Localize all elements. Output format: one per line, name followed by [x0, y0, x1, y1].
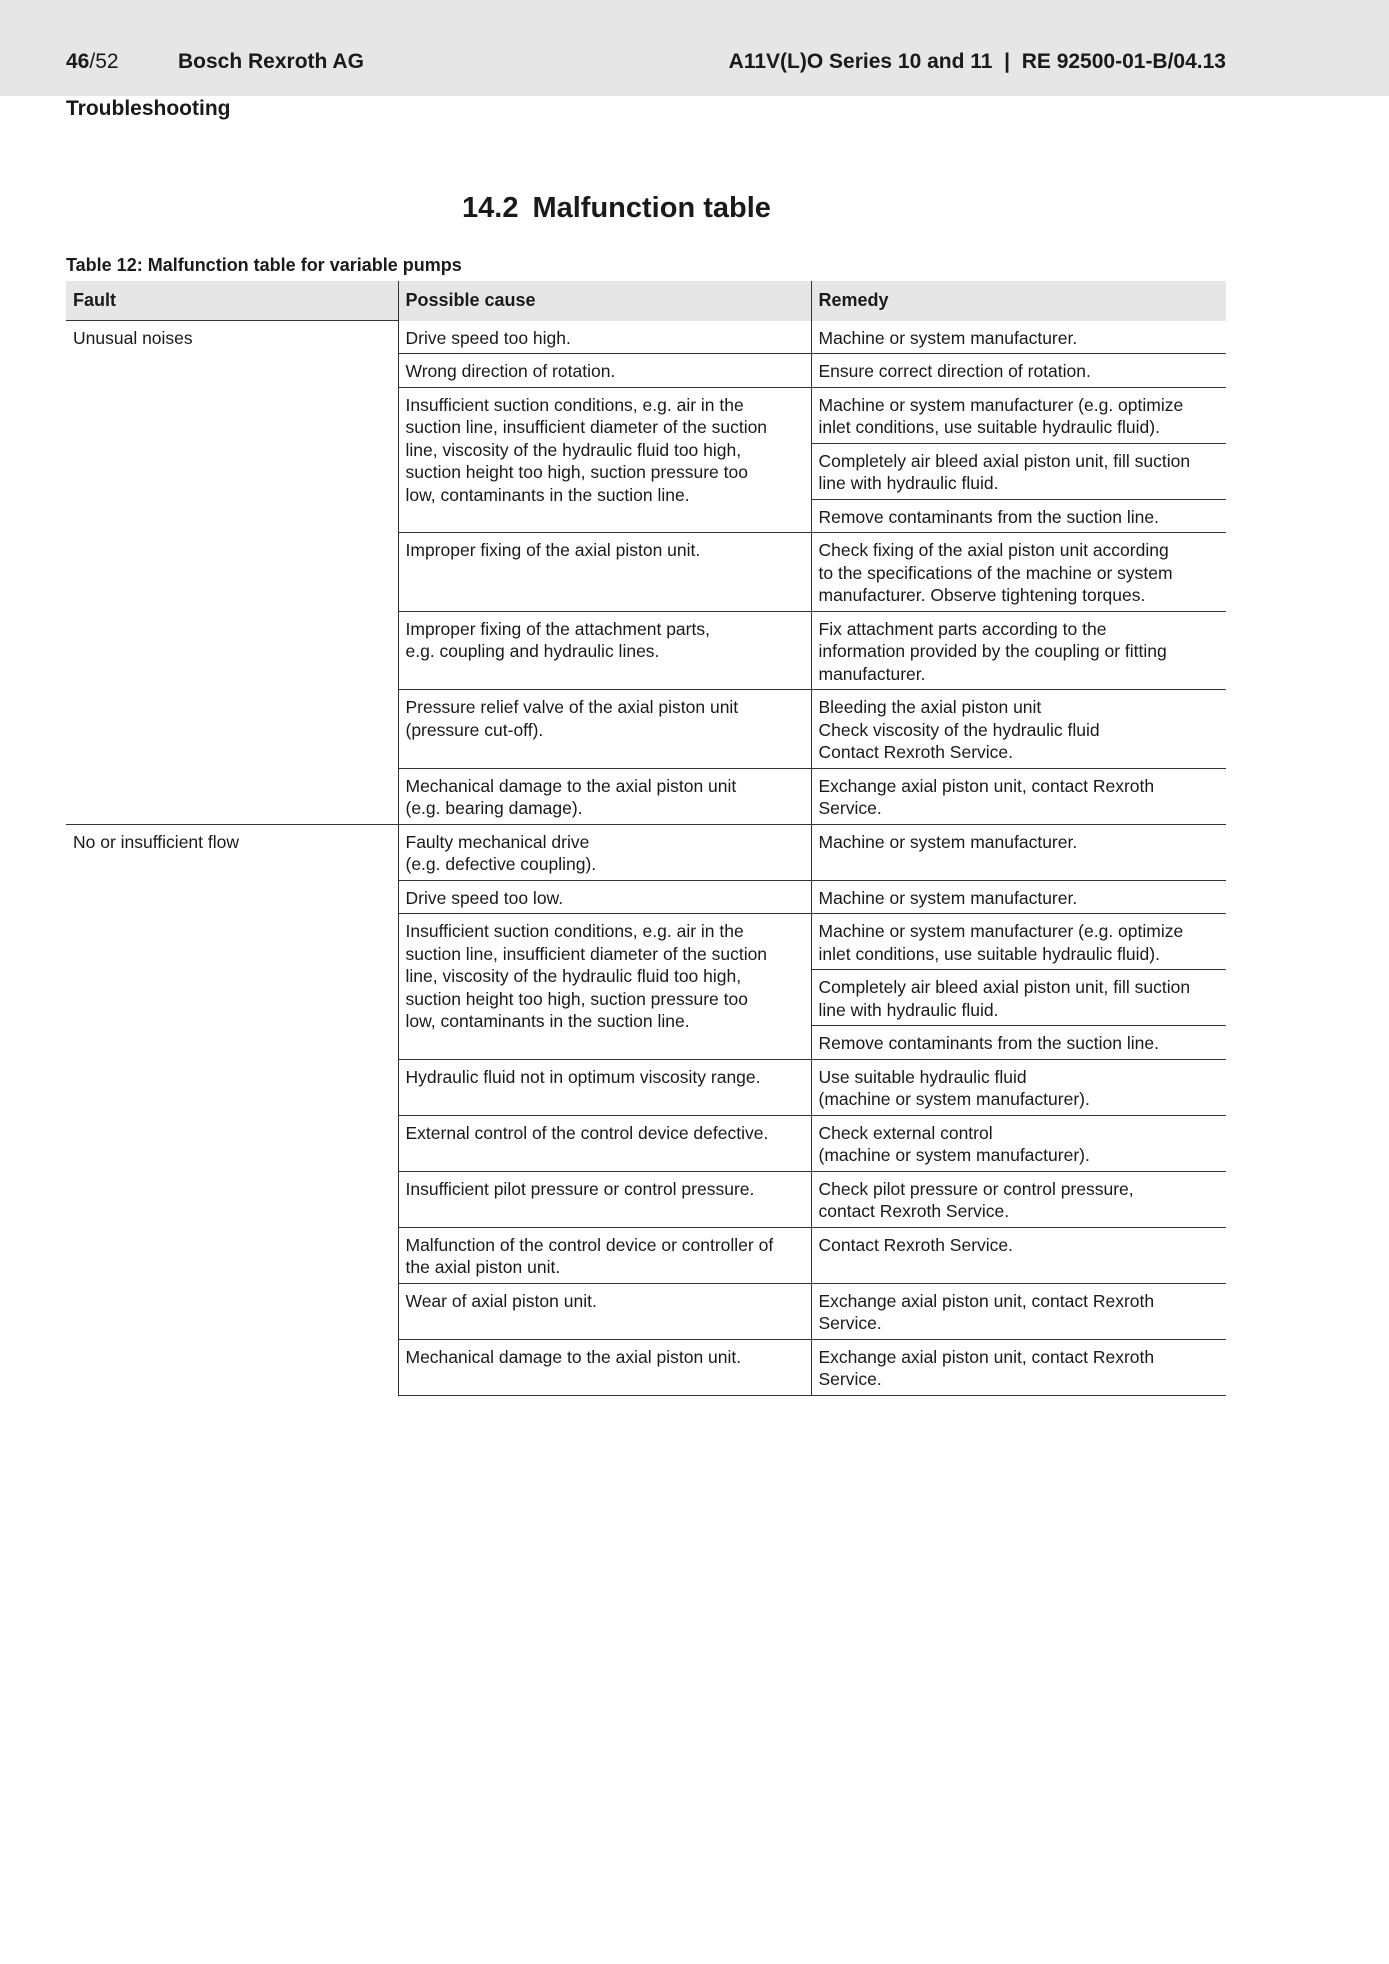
cell-line: Insufficient suction conditions, e.g. air in the: [405, 921, 744, 941]
cell-line: information provided by the coupling or fitting: [818, 641, 1167, 661]
cell-line: line with hydraulic fluid.: [818, 473, 999, 493]
remedy-cell: [811, 387, 1226, 443]
possible-cause-cell: [398, 1339, 811, 1395]
cell-line: (machine or system manufacturer).: [818, 1089, 1090, 1109]
possible-cause-cell: [398, 1115, 811, 1171]
cell-line: Mechanical damage to the axial piston unit: [405, 775, 737, 796]
cell-line: Improper fixing of the axial piston unit.: [405, 540, 701, 560]
cell-line: Remove contaminants from the suction line.: [818, 506, 1159, 527]
section-title: [462, 192, 771, 225]
cell-line: Malfunction of the control device or controller of: [405, 1234, 774, 1255]
cell-line: (machine or system manufacturer).: [818, 1145, 1090, 1165]
remedy-cell: [811, 1026, 1226, 1060]
remedy-cell: [811, 533, 1226, 612]
cell-line: manufacturer. Observe tightening torques.: [818, 585, 1146, 605]
cell-line: Machine or system manufacturer.: [818, 327, 1078, 348]
cell-line: Completely air bleed axial piston unit, fill suction: [818, 977, 1191, 997]
cell-line: inlet conditions, use suitable hydraulic fluid).: [818, 417, 1160, 437]
remedy-cell: [811, 914, 1226, 970]
cell-line: Pressure relief valve of the axial piston unit: [405, 697, 739, 717]
section-label: Troubleshooting: [66, 97, 231, 120]
remedy-cell: [811, 1227, 1226, 1283]
cell-line: Exchange axial piston unit, contact Rexroth: [818, 1290, 1155, 1311]
table-header-row: [66, 281, 1226, 321]
cell-line: Drive speed too low.: [405, 887, 564, 908]
possible-cause-cell: [398, 533, 811, 612]
cell-line: Contact Rexroth Service.: [818, 1234, 1014, 1255]
cell-line: line, viscosity of the hydraulic fluid too high,: [405, 439, 742, 460]
cell-line: (e.g. defective coupling).: [405, 854, 597, 874]
possible-cause-cell: [398, 914, 811, 1060]
column-header-possible-cause: Possible cause: [398, 281, 811, 321]
cell-line: Bleeding the axial piston unit: [818, 697, 1042, 717]
cell-line: Insufficient pilot pressure or control pressure.: [405, 1178, 755, 1199]
remedy-cell: [811, 321, 1226, 354]
cell-line: Service.: [818, 1313, 882, 1333]
cell-line: Machine or system manufacturer (e.g. optimize: [818, 921, 1184, 941]
document-reference: A11V(L)O Series 10 and 11 | RE 92500-01-B/04.13: [728, 50, 1226, 73]
cell-line: Wrong direction of rotation.: [405, 361, 616, 381]
remedy-cell: [811, 1283, 1226, 1339]
cell-line: Service.: [818, 798, 882, 818]
cell-line: Contact Rexroth Service.: [818, 742, 1014, 762]
possible-cause-cell: [398, 387, 811, 533]
cell-line: inlet conditions, use suitable hydraulic fluid).: [818, 943, 1160, 964]
section-title-text: Malfunction table: [532, 192, 771, 224]
remedy-cell: [811, 880, 1226, 914]
cell-line: Check fixing of the axial piston unit according: [818, 540, 1169, 560]
cell-line: Use suitable hydraulic fluid: [818, 1066, 1027, 1087]
section-number: 14.2: [462, 192, 519, 224]
cell-line: Ensure correct direction of rotation.: [818, 361, 1091, 381]
cell-line: Exchange axial piston unit, contact Rexroth: [818, 1346, 1155, 1367]
cell-line: contact Rexroth Service.: [818, 1201, 1010, 1221]
cell-line: line, viscosity of the hydraulic fluid too high,: [405, 966, 742, 986]
possible-cause-cell: [398, 1171, 811, 1227]
cell-line: (pressure cut-off).: [405, 719, 544, 740]
remedy-cell: [811, 1339, 1226, 1395]
cell-line: to the specifications of the machine or system: [818, 562, 1173, 583]
cell-line: Remove contaminants from the suction line.: [818, 1033, 1159, 1053]
table-caption: Table 12: Malfunction table for variable pumps: [66, 255, 462, 275]
cell-line: Fix attachment parts according to the: [818, 618, 1107, 639]
page-number-current: 46: [66, 50, 90, 73]
table-row: [66, 321, 1226, 354]
column-header-remedy: Remedy: [811, 281, 1226, 321]
fault-cell: Unusual noises: [66, 321, 398, 825]
cell-line: Wear of axial piston unit.: [405, 1290, 597, 1311]
cell-line: External control of the control device defective.: [405, 1122, 769, 1143]
cell-line: Completely air bleed axial piston unit, fill suction: [818, 450, 1191, 471]
possible-cause-cell: [398, 768, 811, 824]
possible-cause-cell: [398, 1059, 811, 1115]
table-body: [66, 321, 1226, 1396]
remedy-cell: [811, 611, 1226, 690]
cell-line: suction height too high, suction pressure too: [405, 462, 748, 482]
page-number: [66, 50, 119, 74]
remedy-cell: [811, 354, 1226, 388]
page-number-total: /52: [89, 50, 119, 73]
company-name: Bosch Rexroth AG: [178, 50, 364, 73]
cell-line: Exchange axial piston unit, contact Rexroth: [818, 775, 1155, 796]
fault-cell: No or insufficient flow: [66, 824, 398, 1395]
cell-line: suction line, insufficient diameter of the suction: [405, 417, 768, 437]
cell-line: Drive speed too high.: [405, 327, 571, 348]
remedy-cell: [811, 499, 1226, 533]
cell-line: Faulty mechanical drive: [405, 831, 590, 852]
remedy-cell: [811, 1115, 1226, 1171]
cell-line: Check external control: [818, 1122, 993, 1143]
cell-line: (e.g. bearing damage).: [405, 798, 583, 818]
malfunction-table-container: [66, 281, 1226, 1396]
cell-line: the axial piston unit.: [405, 1257, 561, 1277]
cell-line: Check pilot pressure or control pressure,: [818, 1178, 1134, 1199]
table-row: [66, 824, 1226, 880]
remedy-cell: [811, 690, 1226, 769]
possible-cause-cell: [398, 354, 811, 388]
cell-line: low, contaminants in the suction line.: [405, 1011, 690, 1031]
possible-cause-cell: [398, 1227, 811, 1283]
page-header-band: [0, 0, 1389, 96]
possible-cause-cell: [398, 690, 811, 769]
cell-line: line with hydraulic fluid.: [818, 999, 999, 1020]
cell-line: Insufficient suction conditions, e.g. air in the: [405, 394, 744, 415]
cell-line: suction line, insufficient diameter of the suction: [405, 943, 768, 964]
cell-line: Machine or system manufacturer (e.g. optimize: [818, 394, 1184, 415]
malfunction-table: [66, 281, 1226, 1396]
remedy-cell: [811, 824, 1226, 880]
possible-cause-cell: [398, 321, 811, 354]
cell-line: Mechanical damage to the axial piston unit.: [405, 1346, 742, 1367]
cell-line: Hydraulic fluid not in optimum viscosity range.: [405, 1066, 761, 1087]
column-header-fault: Fault: [66, 281, 398, 321]
possible-cause-cell: [398, 824, 811, 880]
cell-line: Service.: [818, 1369, 882, 1389]
cell-line: Improper fixing of the attachment parts,: [405, 618, 710, 639]
cell-line: e.g. coupling and hydraulic lines.: [405, 641, 660, 661]
possible-cause-cell: [398, 1283, 811, 1339]
cell-line: manufacturer.: [818, 663, 926, 684]
cell-line: suction height too high, suction pressure too: [405, 988, 748, 1009]
cell-line: Machine or system manufacturer.: [818, 887, 1078, 908]
remedy-cell: [811, 443, 1226, 499]
possible-cause-cell: [398, 611, 811, 690]
remedy-cell: [811, 970, 1226, 1026]
remedy-cell: [811, 1059, 1226, 1115]
possible-cause-cell: [398, 880, 811, 914]
cell-line: Machine or system manufacturer.: [818, 831, 1078, 852]
remedy-cell: [811, 768, 1226, 824]
remedy-cell: [811, 1171, 1226, 1227]
cell-line: Check viscosity of the hydraulic fluid: [818, 719, 1100, 740]
cell-line: low, contaminants in the suction line.: [405, 484, 690, 505]
